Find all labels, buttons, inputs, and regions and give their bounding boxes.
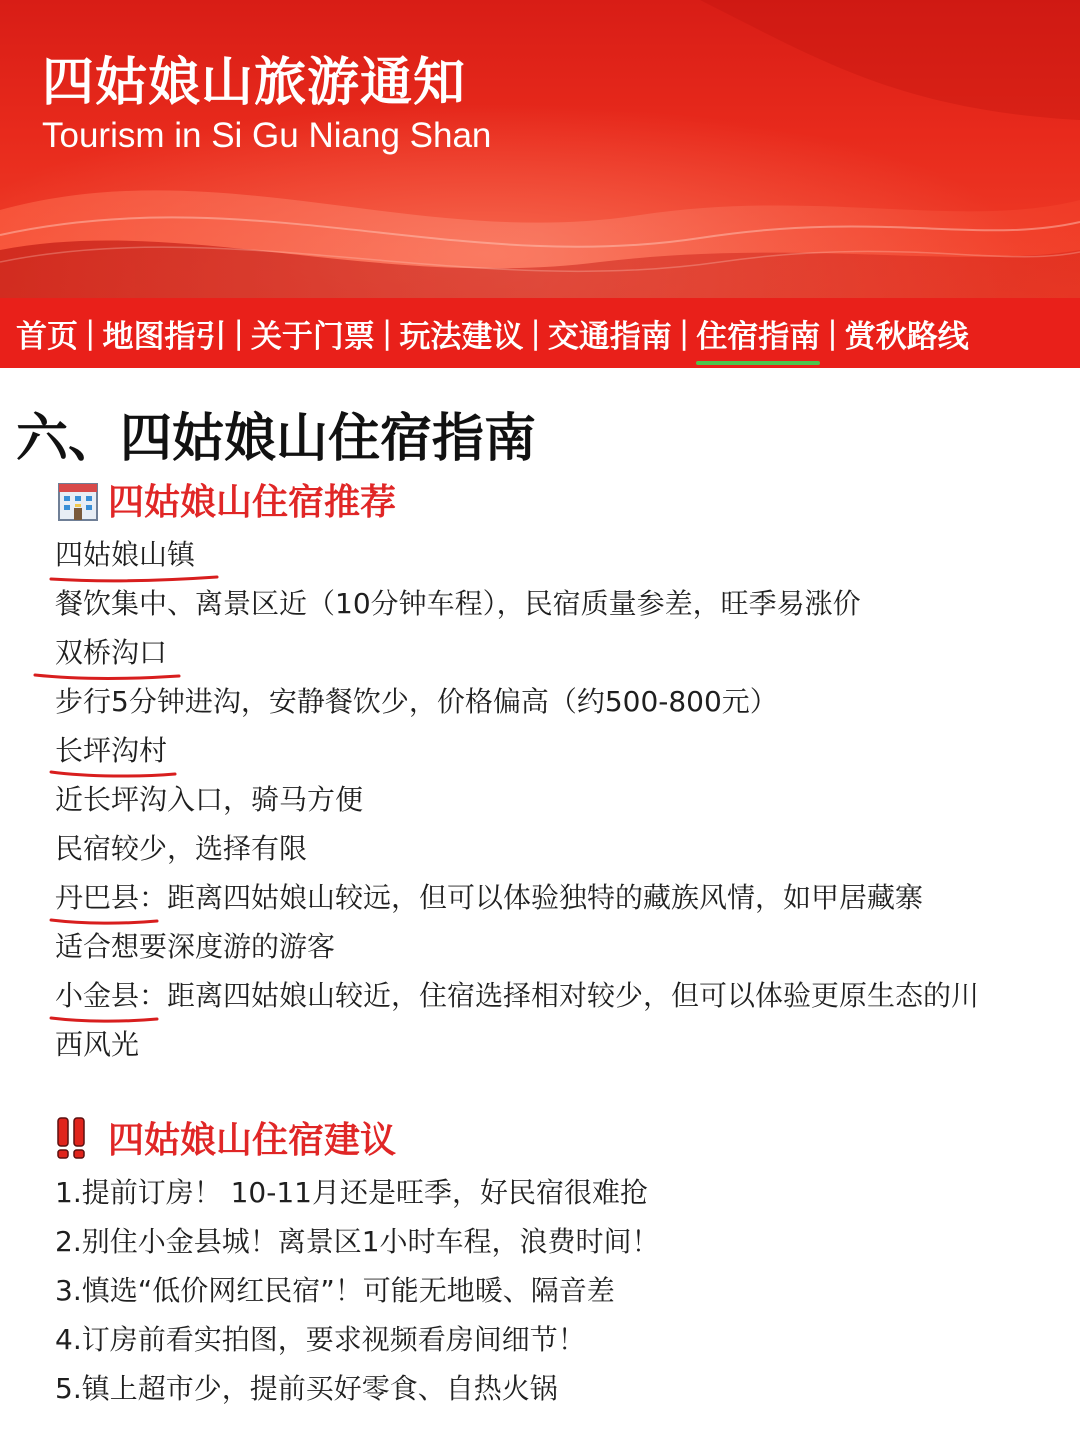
- nav-separator: |: [233, 315, 244, 351]
- place-name: [55, 880, 167, 916]
- recommend-section-title: 四姑娘山住宿推荐: [108, 482, 397, 523]
- place-name-text: 丹巴县：: [55, 881, 168, 914]
- nav-separator: |: [530, 315, 541, 351]
- description-text: 距离四姑娘山较近，住宿选择相对较少，但可以体验更原生态的川: [167, 979, 980, 1012]
- red-underline-mark: [49, 914, 161, 926]
- nav-item-accommodation[interactable]: 住宿指南: [696, 311, 820, 356]
- place-name-text: 小金县：: [55, 979, 168, 1012]
- place-name-text: 双桥沟口: [55, 636, 168, 669]
- place-name-text: 长坪沟村: [55, 734, 168, 767]
- red-underline-mark: [49, 571, 219, 583]
- place-name: [55, 733, 167, 769]
- nav-item-tickets[interactable]: 关于门票: [250, 318, 375, 355]
- nav-separator: |: [85, 315, 96, 351]
- description-text: 距离四姑娘山较远，但可以体验独特的藏族风情，如甲居藏寨: [167, 881, 924, 914]
- page-title: 六、四姑娘山住宿指南: [16, 409, 537, 469]
- red-underline-mark: [33, 669, 183, 681]
- place-name: [55, 635, 167, 671]
- banner-title: 四姑娘山旅游通知: [42, 53, 467, 113]
- place-line-4: [55, 880, 923, 916]
- place-name: [55, 978, 167, 1014]
- advice-section-heading: [56, 1112, 396, 1163]
- place-line-3: [55, 733, 167, 769]
- nav-separator: |: [678, 315, 690, 351]
- description-line: 步行5分钟进沟，安静餐饮少，价格偏高（约500-800元）: [55, 685, 778, 718]
- top-nav: [0, 298, 1080, 368]
- red-underline-mark: [49, 1012, 161, 1024]
- red-underline-mark: [49, 767, 179, 779]
- advice-item: 1.提前订房！ 10-11月还是旺季，好民宿很难抢: [55, 1176, 648, 1209]
- double-exclamation-icon: [56, 1116, 86, 1160]
- advice-item: 3.慎选“低价网红民宿”！可能无地暖、隔音差: [55, 1274, 615, 1307]
- advice-item: 5.镇上超市少，提前买好零食、自热火锅: [55, 1372, 558, 1405]
- place-line-2: [55, 635, 167, 671]
- description-line: 近长坪沟入口，骑马方便: [55, 783, 364, 816]
- nav-item-transport[interactable]: 交通指南: [547, 318, 672, 355]
- advice-item: 2.别住小金县城！离景区1小时车程，浪费时间！: [55, 1225, 660, 1258]
- header-banner: [0, 0, 1080, 298]
- nav-separator: |: [827, 315, 838, 351]
- nav-item-play[interactable]: 玩法建议: [399, 318, 524, 355]
- place-name-text: 四姑娘山镇: [55, 538, 196, 571]
- recommend-section-heading: [56, 474, 396, 525]
- nav-item-autumn-route[interactable]: 赏秋路线: [844, 318, 969, 355]
- nav-item-home[interactable]: 首页: [16, 318, 78, 355]
- banner-subtitle: Tourism in Si Gu Niang Shan: [42, 116, 492, 155]
- advice-item: 4.订房前看实拍图，要求视频看房间细节！: [55, 1323, 586, 1356]
- place-name: [55, 537, 195, 573]
- nav-item-map[interactable]: 地图指引: [102, 318, 227, 355]
- description-line: 西风光: [55, 1028, 140, 1061]
- place-line-1: [55, 537, 195, 573]
- place-line-5: [55, 978, 979, 1014]
- nav-separator: |: [381, 315, 393, 351]
- hotel-icon: [56, 478, 100, 522]
- advice-section-title: 四姑娘山住宿建议: [108, 1120, 397, 1161]
- description-line: 民宿较少，选择有限: [55, 832, 308, 865]
- description-line: 适合想要深度游的游客: [55, 930, 336, 963]
- description-line: 餐饮集中、离景区近（10分钟车程），民宿质量参差，旺季易涨价: [55, 587, 861, 620]
